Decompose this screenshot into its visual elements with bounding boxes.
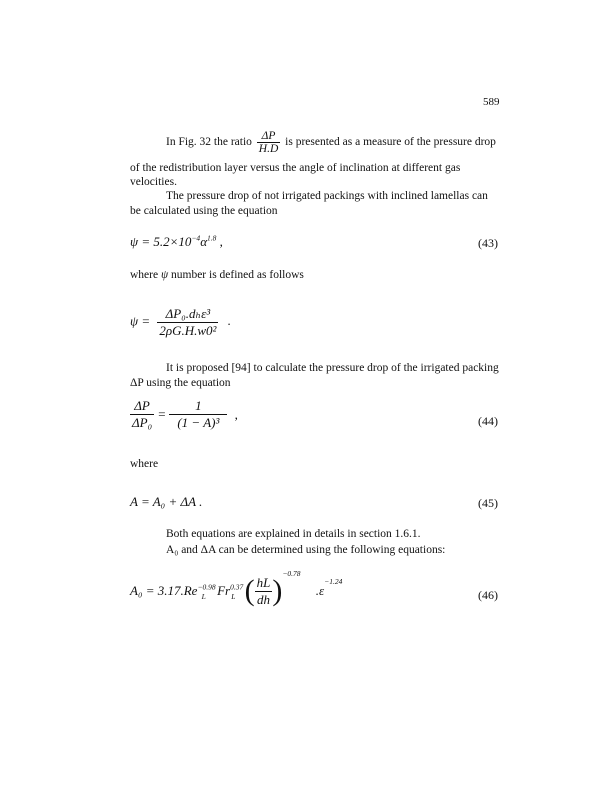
psi-symbol: ψ [160,269,169,281]
eq43-alpha-exponent: 1.8 [207,233,217,243]
eq43-alpha: α [200,234,208,249]
eq46-epsilon: .ε [315,583,325,599]
ratio-after-text: is presented as a measure of the pressure drop [285,136,496,149]
eq43-lhs: ψ = 5.2×10 [130,234,192,249]
psi-period: . [227,313,231,329]
paragraph-line: velocities. [130,176,177,188]
equation-number-45: (45) [478,496,498,510]
eq46-fr: Fr [213,583,231,599]
eq44-comma: , [234,406,238,422]
equation-number-46: (46) [478,588,498,602]
where-word: where [130,269,159,281]
psi-numerator: ΔP₀.dₕε³ [157,306,218,323]
eq44-rhs-fraction [169,398,227,431]
psi-lhs: ψ = [130,313,151,329]
eq44-equals: = [157,406,167,422]
paragraph-line: ΔP using the equation [130,377,231,389]
equation-43 [130,234,223,250]
paragraph-line: The pressure drop of not irrigated packings with inclined lamellas can [166,190,488,202]
equation-number-44: (44) [478,414,498,428]
ratio-intro-text: In Fig. 32 the ratio [166,136,252,149]
paragraph-line: of the redistribution layer versus the angle of inclination at different gas [130,162,461,174]
eq46-right-paren: ) [272,574,283,608]
ratio-fraction [257,130,281,155]
eq43-exponent: −4 [191,233,201,243]
eq44-rhs-numerator: 1 [169,398,227,415]
eq43-comma: , [219,234,223,249]
eq46-fr-exponent: 0.37 [230,582,244,592]
eq46-re-subscript: L [201,591,206,601]
equation-45: A = A₀ + ΔA . [130,494,203,509]
psi-denominator: 2ρG.H.w0² [159,323,217,338]
eq46-re-exponent: −0.98 [197,582,216,592]
eq44-lhs-numerator: ΔP [130,398,154,415]
ratio-denominator: H.D [258,143,279,155]
page-number: 589 [483,96,500,108]
eq46-lhs: A₀ = 3.17.Re [130,583,198,599]
eq46-epsilon-exponent: −1.24 [324,577,343,586]
equation-44 [130,398,238,431]
where-psi-text: number is defined as follows [171,269,304,281]
psi-fraction [157,306,218,339]
paragraph-line: be calculated using the equation [130,205,278,217]
paragraph-line: Both equations are explained in details in section 1.6.1. [166,528,421,540]
ratio-numerator: ΔP [257,130,281,143]
eq46-paren-denominator: dh [256,591,270,607]
eq46-paren-numerator: hL [256,574,271,590]
paragraph-ratio-intro [166,130,496,155]
paragraph-line: It is proposed [94] to calculate the pressure drop of the irrigated packing [166,362,499,374]
eq46-fr-subscript: L [231,591,236,601]
equation-number-43: (43) [478,236,498,250]
eq44-rhs-denominator: (1 − A)³ [177,415,220,430]
eq46-paren-fraction [255,575,273,608]
where-psi-line [130,269,304,281]
where-line: where [130,458,159,470]
paragraph-line: A₀ and ΔA can be determined using the following equations: [166,544,446,556]
eq46-left-paren: ( [244,574,255,608]
eq44-lhs-denominator: ΔP₀ [132,415,153,430]
psi-definition [130,306,231,339]
equation-46 [130,569,343,608]
eq46-paren-exponent: −0.78 [282,569,301,578]
eq44-lhs-fraction [130,398,154,431]
